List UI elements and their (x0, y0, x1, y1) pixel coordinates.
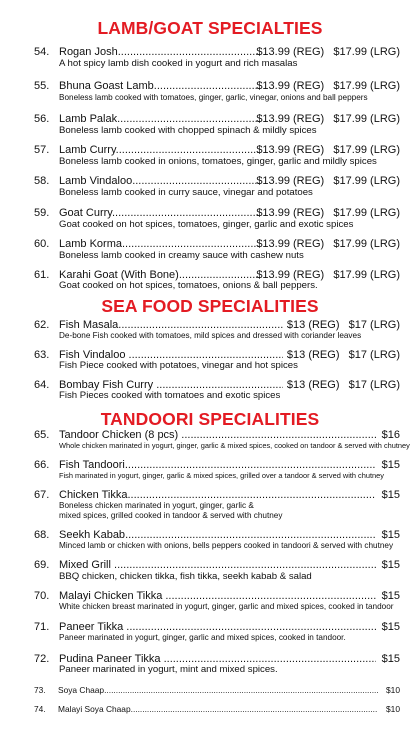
item-number: 59. (34, 207, 50, 219)
item-name: Chicken Tikka ..... (59, 488, 376, 502)
item-number: 74. (34, 704, 46, 714)
menu-item-74 (0, 703, 420, 715)
item-name: Bhuna Goast Lamb ..... (59, 79, 260, 93)
item-number: 57. (34, 144, 50, 156)
item-name: Karahi Goat (With Bone) ..... (59, 268, 260, 282)
item-name: Rogan Josh ..... (59, 45, 260, 59)
menu-item-56 (0, 112, 420, 136)
item-number: 68. (34, 529, 50, 541)
item-name: Paneer Tikka ..... (59, 620, 376, 634)
item-price: $13.99 (REG) $17.99 (LRG) (256, 207, 400, 219)
item-description: Boneless lamb cooked with chopped spinach & mildly spices (59, 125, 317, 136)
section-title-sea-food: SEA FOOD SPECIALITIES (101, 296, 319, 316)
menu-item-64 (0, 378, 420, 401)
menu-item-63 (0, 348, 420, 371)
item-price: $13 (REG) $17 (LRG) (286, 379, 400, 391)
section-title-tandoori: TANDOORI SPECIALITIES (100, 409, 320, 429)
item-description: Whole chicken marinated in yogurt, ginger, garlic & mixed spices, cooked on tandoor & served with chutney (59, 441, 410, 450)
item-description-line-2: mixed spices, grilled cooked in tandoor & served with chutney (59, 511, 283, 520)
item-number: 61. (34, 269, 50, 281)
menu-item-61 (0, 268, 420, 291)
item-price: $15 (381, 653, 400, 665)
item-number: 62. (34, 319, 50, 331)
item-price: $13.99 (REG) $17.99 (LRG) (256, 113, 400, 125)
item-name: Lamb Vindaloo ..... (59, 174, 260, 188)
item-name: Tandoor Chicken (8 pcs) ..... (59, 428, 376, 442)
item-name: Seekh Kabab ..... (59, 528, 376, 542)
item-price: $15 (381, 489, 400, 501)
item-description: Boneless lamb cooked in curry sauce, vinegar and potatoes (59, 187, 313, 198)
item-number: 60. (34, 238, 50, 250)
item-price: $15 (381, 459, 400, 471)
item-price: $15 (381, 559, 400, 571)
item-price: $15 (381, 590, 400, 602)
menu-item-72 (0, 652, 420, 675)
item-number: 66. (34, 459, 50, 471)
item-number: 71. (34, 621, 50, 633)
item-description: Paneer marinated in yogurt, mint and mixed spices. (59, 664, 278, 675)
item-price: $10 (386, 704, 400, 714)
item-price: $13.99 (REG) $17.99 (LRG) (256, 144, 400, 156)
item-price: $13.99 (REG) $17.99 (LRG) (256, 238, 400, 250)
item-description: De-bone Fish cooked with tomatoes, mild spices and dressed with coriander leaves (59, 331, 362, 340)
menu-item-65 (0, 428, 420, 450)
menu-item-68 (0, 528, 420, 550)
item-name: Fish Vindaloo ..... (59, 348, 283, 362)
item-description: Boneless lamb cooked in creamy sauce with cashew nuts (59, 250, 304, 261)
item-price: $13.99 (REG) $17.99 (LRG) (256, 175, 400, 187)
menu-item-59 (0, 206, 420, 230)
item-description: Fish Piece cooked with potatoes, vinegar and hot spices (59, 360, 298, 371)
item-price: $13 (REG) $17 (LRG) (286, 319, 400, 331)
section-title-lamb-goat: LAMB/GOAT SPECIALTIES (97, 18, 323, 38)
item-description: Fish marinated in yogurt, ginger, garlic & mixed spices, grilled over a tandoor & served with chutney (59, 471, 384, 480)
item-price: $13.99 (REG) $17.99 (LRG) (256, 46, 400, 58)
item-price: $13.99 (REG) $17.99 (LRG) (256, 269, 400, 281)
item-number: 72. (34, 653, 50, 665)
item-name: Lamb Curry ..... (59, 143, 260, 157)
menu-item-67 (0, 488, 420, 520)
menu-item-71 (0, 620, 420, 642)
menu-item-57 (0, 143, 420, 167)
menu-item-70 (0, 589, 420, 611)
item-description: Paneer marinated in yogurt, ginger, garlic and mixed spices, cooked in tandoor. (59, 633, 346, 642)
item-price: $15 (381, 621, 400, 633)
item-number: 55. (34, 80, 50, 92)
item-name: Goat Curry ..... (59, 206, 260, 220)
menu-item-58 (0, 174, 420, 198)
item-description: Boneless lamb cooked with tomatoes, ginger, garlic, vinegar, onions and ball peppers (59, 93, 368, 102)
menu-item-62 (0, 318, 420, 340)
item-number: 67. (34, 489, 50, 501)
item-number: 64. (34, 379, 50, 391)
item-number: 65. (34, 429, 50, 441)
item-price: $13.99 (REG) $17.99 (LRG) (256, 80, 400, 92)
item-price: $10 (386, 685, 400, 695)
item-number: 58. (34, 175, 50, 187)
item-name: Fish Masala ..... (59, 318, 283, 332)
item-name: Malayi Soya Chaap ..... (58, 703, 378, 715)
menu-item-73 (0, 684, 420, 696)
item-price: $13 (REG) $17 (LRG) (286, 349, 400, 361)
item-number: 69. (34, 559, 50, 571)
item-price: $15 (381, 529, 400, 541)
item-number: 63. (34, 349, 50, 361)
menu-item-55 (0, 79, 420, 102)
item-number: 73. (34, 685, 46, 695)
item-name: Malayi Chicken Tikka ..... (59, 589, 376, 603)
menu-item-60 (0, 237, 420, 261)
item-description: Boneless lamb cooked in onions, tomatoes, ginger, garlic and mildly spices (59, 156, 377, 167)
item-description: Goat cooked on hot spices, tomatoes, onions & ball peppers. (59, 280, 318, 291)
item-name: Fish Tandoori ..... (59, 458, 376, 472)
item-number: 56. (34, 113, 50, 125)
item-description-line-1: Boneless chicken marinated in yogurt, ginger, garlic & (59, 501, 254, 510)
item-name: Mixed Grill ..... (59, 558, 376, 572)
item-description: Fish Pieces cooked with tomatoes and exotic spices (59, 390, 281, 401)
item-price: $16 (381, 429, 400, 441)
menu-item-66 (0, 458, 420, 480)
item-description: White chicken breast marinated in yogurt, ginger, garlic and mixed spices, cooked in tandoor (59, 602, 394, 611)
item-description: A hot spicy lamb dish cooked in yogurt and rich masalas (59, 58, 298, 69)
item-name: Bombay Fish Curry ..... (59, 378, 283, 392)
item-name: Pudina Paneer Tikka ..... (59, 652, 376, 666)
item-number: 54. (34, 46, 50, 58)
item-description: BBQ chicken, chicken tikka, fish tikka, seekh kabab & salad (59, 571, 312, 582)
item-name: Lamb Korma ..... (59, 237, 260, 251)
item-name: Lamb Palak ..... (59, 112, 260, 126)
item-description: Goat cooked on hot spices, tomatoes, ginger, garlic and exotic spices (59, 219, 354, 230)
menu-item-69 (0, 558, 420, 582)
item-name: Soya Chaap ..... (58, 684, 378, 696)
item-description: Minced lamb or chicken with onions, bells peppers cooked in tandoori & served with chutney (59, 541, 394, 550)
item-number: 70. (34, 590, 50, 602)
menu-item-54 (0, 45, 420, 69)
